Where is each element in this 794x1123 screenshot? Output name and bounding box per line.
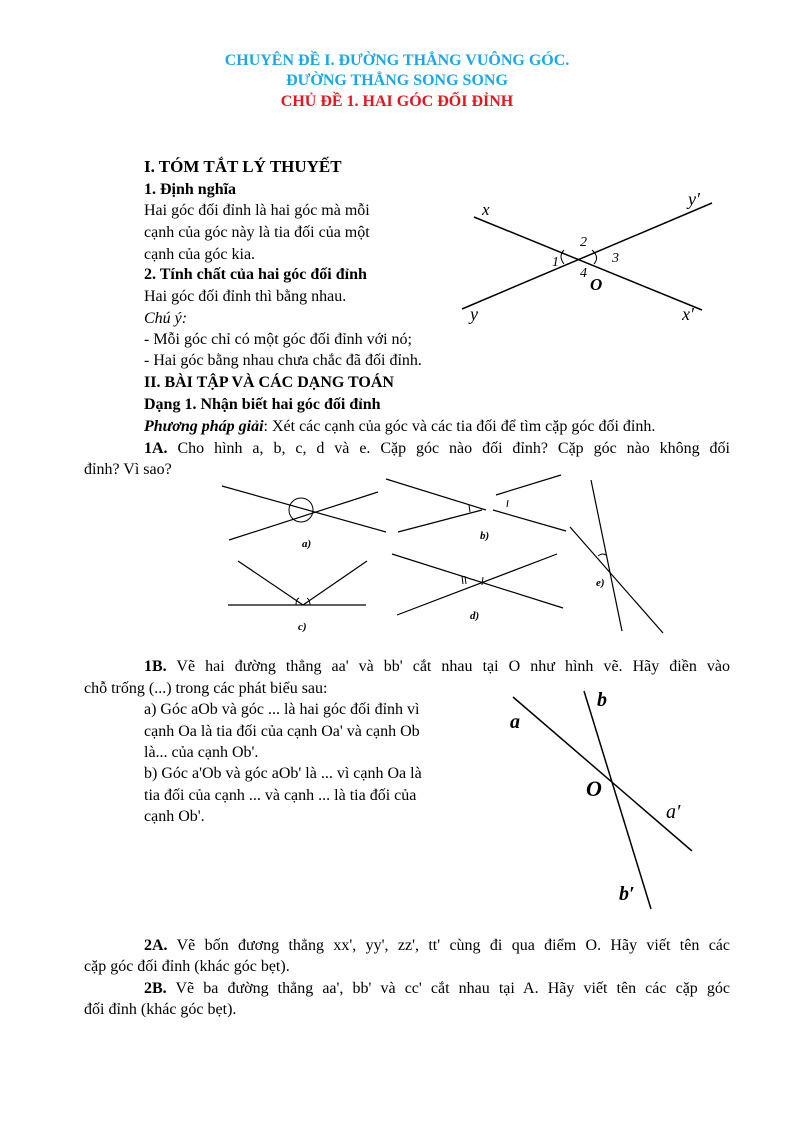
chapter-title-line2: ĐƯỜNG THẲNG SONG SONG — [286, 72, 508, 89]
exercise-2b-text: Vẽ ba đường thẳng aa', bb' và cc' cắt nhau tại A. Hãy viết tên các cặp góc — [166, 980, 730, 997]
exercise-1a-line2: đỉnh? Vì sao? — [84, 461, 172, 478]
label-x: x — [482, 200, 490, 219]
exercise-1b-item: a) Góc aOb và góc ... là hai góc đối đỉnh vì — [144, 701, 420, 718]
label-fig-e: e) — [596, 577, 605, 589]
label-fig-a: a) — [302, 538, 312, 550]
property-heading: 2. Tính chất của hai góc đối đỉnh — [144, 266, 367, 283]
chapter-title-line1: CHUYÊN ĐỀ I. ĐƯỜNG THẲNG VUÔNG GÓC. — [224, 52, 570, 69]
label-fig-d: d) — [470, 610, 480, 622]
form1-heading: Dạng 1. Nhận biết hai góc đối đỉnh — [144, 396, 381, 413]
definition-line: cạnh của góc này là tia đối của một — [144, 224, 370, 241]
exercise-2a-number: 2A. — [144, 937, 168, 954]
label-b-prime: b′ — [619, 883, 635, 905]
exercise-1b-item: b) Góc a'Ob và góc aOb' là ... vì cạnh Oa là — [144, 765, 422, 782]
label-2: 2 — [580, 235, 587, 250]
exercise-1a-text: Cho hình a, b, c, d và e. Cặp góc nào đối đỉnh? Cặp góc nào không đối — [167, 440, 730, 457]
property-text: Hai góc đối đỉnh thì bằng nhau. — [144, 288, 347, 305]
exercise-2b-line2: đối đỉnh (khác góc bẹt). — [84, 1001, 237, 1018]
theory-heading: I. TÓM TẮT LÝ THUYẾT — [144, 157, 342, 176]
label-fig-c: c) — [298, 621, 307, 633]
definition-heading: 1. Định nghĩa — [144, 181, 237, 198]
note-heading: Chú ý: — [144, 310, 188, 327]
note-line: - Mỗi góc chỉ có một góc đối đỉnh với nó; — [144, 331, 412, 348]
label-3: 3 — [612, 251, 619, 266]
label-y-prime: y′ — [688, 189, 700, 209]
label-y: y — [470, 304, 478, 324]
exercise-1b-item: cạnh Oa là tia đối của cạnh Oa' và cạnh Ob — [144, 723, 420, 740]
exercise-1b-item: là... của cạnh Ob'. — [144, 744, 259, 761]
exercise-1b-line2: chỗ trống (...) trong các phát biểu sau: — [84, 680, 328, 697]
exercise-2a-line1 — [144, 936, 730, 956]
method-label: Phương pháp giải — [144, 418, 264, 435]
topic-title: CHỦ ĐỀ 1. HAI GÓC ĐỐI ĐỈNH — [280, 93, 514, 110]
exercise-1a-number: 1A. — [144, 440, 168, 457]
exercise-1b-item: tia đối của cạnh ... và cạnh ... là tia đối của — [144, 787, 417, 804]
label-o: O — [586, 776, 602, 801]
label-a-prime: a′ — [666, 801, 681, 823]
note-line: - Hai góc bằng nhau chưa chắc đã đối đỉnh. — [144, 352, 422, 369]
label-a: a — [510, 711, 520, 733]
exercise-2b-line1 — [144, 979, 730, 999]
label-x-prime: x′ — [682, 304, 694, 324]
exercise-2a-text: Vẽ bốn đương thẳng xx', yy', zz', tt' cùng đi qua điểm O. Hãy viết tên các — [167, 937, 730, 954]
exercise-1b-number: 1B. — [144, 658, 167, 675]
definition-line: cạnh của góc kia. — [144, 246, 256, 263]
label-1: 1 — [552, 255, 559, 270]
line-aa-prime — [513, 697, 692, 851]
exercise-1b-text: Vẽ hai đường thẳng aa' và bb' cắt nhau tại O như hình vẽ. Hãy điền vào — [166, 658, 730, 675]
exercise-2b-number: 2B. — [144, 980, 167, 997]
label-b: b — [597, 689, 607, 711]
exercises-heading: II. BÀI TẬP VÀ CÁC DẠNG TOÁN — [144, 374, 394, 391]
definition-line: Hai góc đối đỉnh là hai góc mà mỗi — [144, 202, 370, 219]
exercise-2a-line2: cặp góc đối đỉnh (khác góc bẹt). — [84, 958, 290, 975]
label-4: 4 — [580, 266, 587, 281]
label-o: O — [590, 275, 603, 294]
label-fig-b: b) — [480, 530, 490, 542]
method-text: : Xét các cạnh của góc và các tia đối để tìm cặp góc đối đỉnh. — [263, 418, 656, 435]
exercise-1b-item: cạnh Ob'. — [144, 808, 205, 825]
